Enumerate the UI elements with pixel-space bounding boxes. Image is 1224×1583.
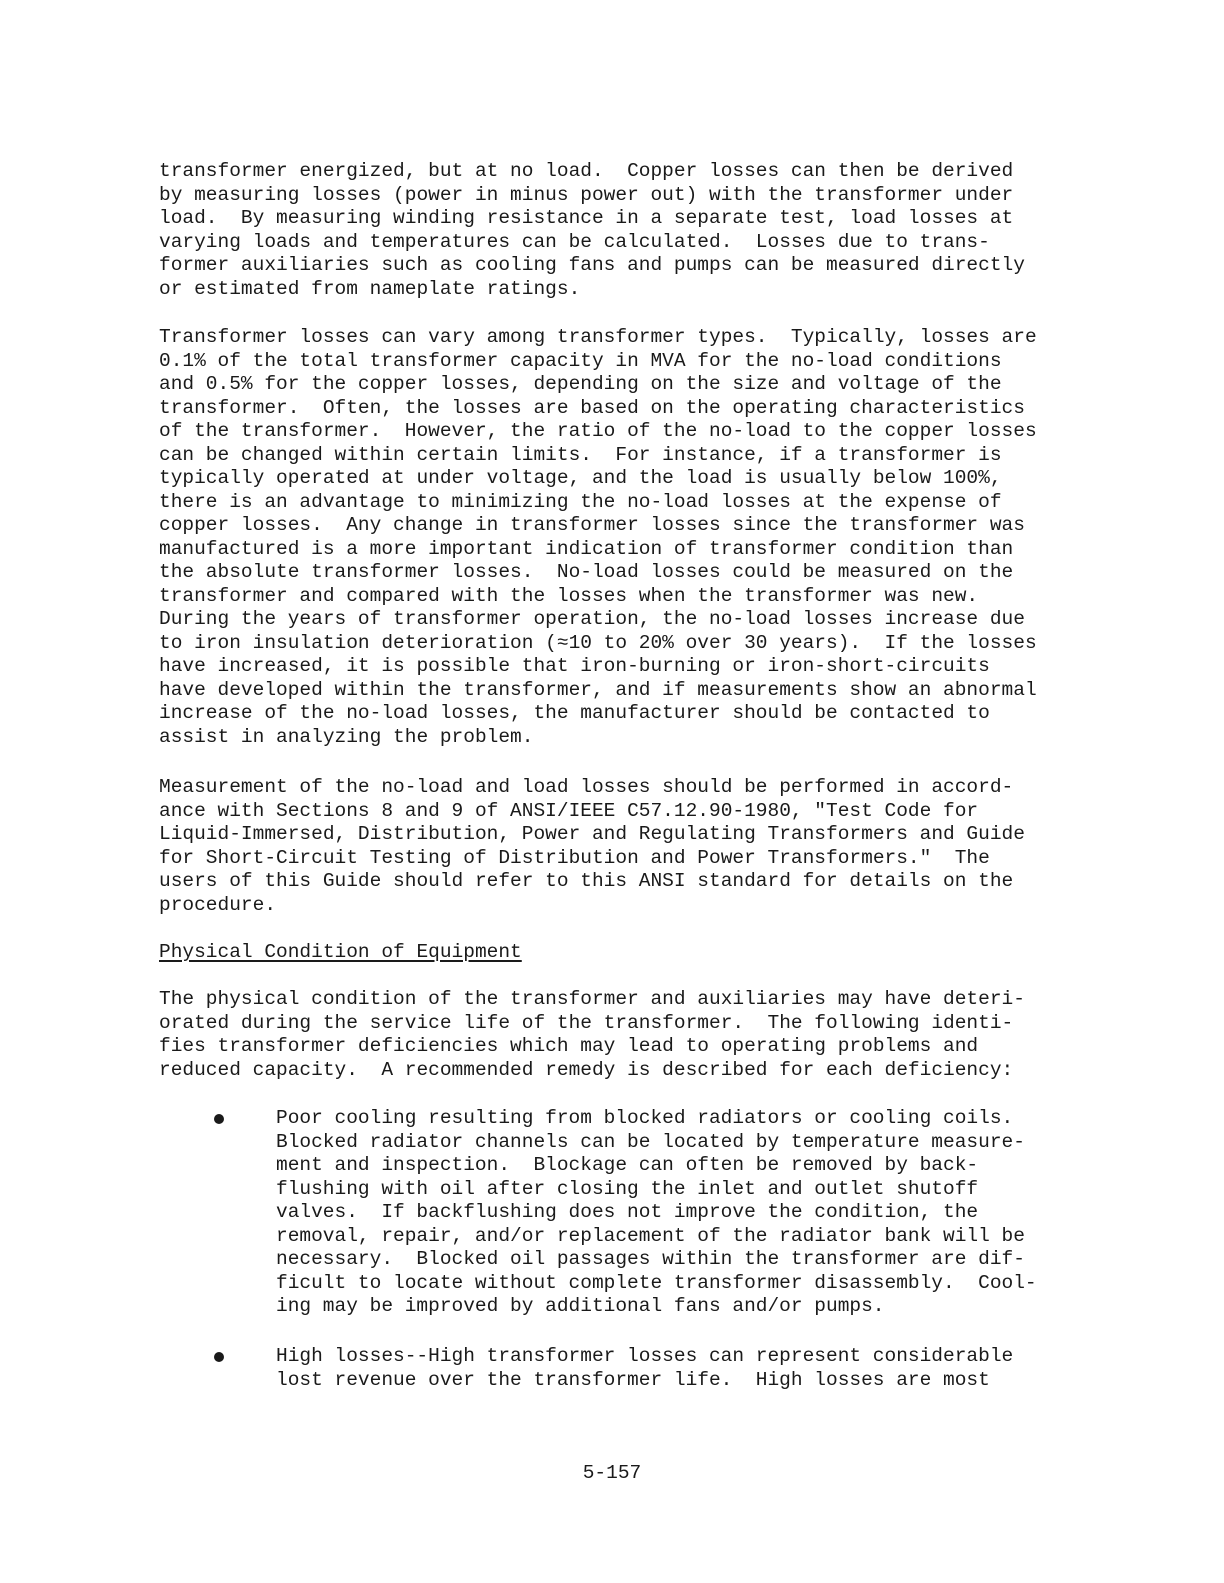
text-line: ment and inspection. Blockage can often be removed by back-: [276, 1154, 979, 1176]
text-line: users of this Guide should refer to this ANSI standard for details on the: [159, 870, 1014, 892]
text-line: valves. If backflushing does not improve the condition, the: [276, 1201, 979, 1223]
text-line: increase of the no-load losses, the manufacturer should be contacted to: [159, 702, 990, 724]
text-line: and 0.5% for the copper losses, depending on the size and voltage of the: [159, 373, 1002, 395]
text-line: can be changed within certain limits. For instance, if a transformer is: [159, 443, 1002, 466]
text-line: The physical condition of the transformer and auxiliaries may have deteri-: [159, 988, 1025, 1010]
bullet-item-high-losses: [276, 1345, 1013, 1392]
text-line: typically operated at under voltage, and the load is usually below 100%,: [159, 467, 1002, 489]
text-line: orated during the service life of the transformer. The following identi-: [159, 1011, 1014, 1034]
text-line: former auxiliaries such as cooling fans and pumps can be measured directly: [159, 254, 1025, 276]
text-line: removal, repair, and/or replacement of the radiator bank will be: [276, 1224, 1025, 1247]
text-line: there is an advantage to minimizing the no-load losses at the expense of: [159, 490, 1002, 513]
text-line: reduced capacity. A recommended remedy is described for each deficiency:: [159, 1058, 1014, 1081]
text-line: have increased, it is possible that iron-burning or iron-short-circuits: [159, 655, 990, 677]
text-line: 0.1% of the total transformer capacity in MVA for the no-load conditions: [159, 349, 1002, 372]
text-line: necessary. Blocked oil passages within the transformer are dif-: [276, 1248, 1025, 1270]
bullet-icon: [214, 1352, 224, 1362]
text-line: transformer energized, but at no load. Copper losses can then be derived: [159, 160, 1014, 182]
bullet-icon: [214, 1114, 224, 1124]
text-line: assist in analyzing the problem.: [159, 725, 534, 748]
paragraph-ansi-reference: [159, 776, 1025, 917]
text-line: lost revenue over the transformer life. High losses are most: [276, 1368, 990, 1391]
paragraph-loss-measurement: [159, 160, 1025, 301]
text-line: load. By measuring winding resistance in a separate test, load losses at: [159, 207, 1014, 229]
text-line: ficult to locate without complete transformer disassembly. Cool-: [276, 1271, 1037, 1294]
text-line: by measuring losses (power in minus power out) with the transformer under: [159, 183, 1014, 206]
text-line: High losses--High transformer losses can represent considerable: [276, 1345, 1014, 1367]
text-line: Measurement of the no-load and load losses should be performed in accord-: [159, 776, 1014, 798]
bullet-item-poor-cooling: [276, 1107, 1037, 1319]
page-number: 5-157: [582, 1462, 642, 1484]
text-line: have developed within the transformer, and if measurements show an abnormal: [159, 678, 1037, 701]
text-line: ance with Sections 8 and 9 of ANSI/IEEE C57.12.90-1980, "Test Code for: [159, 799, 979, 822]
text-line: varying loads and temperatures can be calculated. Losses due to trans-: [159, 230, 990, 253]
text-line: manufactured is a more important indication of transformer condition than: [159, 537, 1014, 560]
text-line: procedure.: [159, 893, 277, 916]
text-line: ing may be improved by additional fans and/or pumps.: [276, 1295, 885, 1317]
paragraph-loss-variation: [159, 326, 1037, 749]
text-line: transformer and compared with the losses when the transformer was new.: [159, 584, 979, 607]
text-line: transformer. Often, the losses are based on the operating characteristics: [159, 396, 1025, 419]
text-line: Poor cooling resulting from blocked radiators or cooling coils.: [276, 1107, 1014, 1129]
text-line: copper losses. Any change in transformer losses since the transformer was: [159, 514, 1025, 536]
text-line: to iron insulation deterioration (≈10 to 20% over 30 years). If the losses: [159, 631, 1037, 654]
text-line: for Short-Circuit Testing of Distribution and Power Transformers." The: [159, 846, 990, 869]
text-line: of the transformer. However, the ratio of the no-load to the copper losses: [159, 420, 1037, 442]
text-line: fies transformer deficiencies which may lead to operating problems and: [159, 1035, 979, 1057]
text-line: Liquid-Immersed, Distribution, Power and Regulating Transformers and Guide: [159, 823, 1025, 845]
text-line: flushing with oil after closing the inlet and outlet shutoff: [276, 1177, 979, 1200]
text-line: or estimated from nameplate ratings.: [159, 277, 581, 300]
section-heading: Physical Condition of Equipment: [159, 941, 522, 963]
text-line: During the years of transformer operation, the no-load losses increase due: [159, 608, 1025, 630]
text-line: the absolute transformer losses. No-load losses could be measured on the: [159, 561, 1014, 583]
text-line: Transformer losses can vary among transformer types. Typically, losses are: [159, 326, 1037, 348]
text-line: Blocked radiator channels can be located by temperature measure-: [276, 1130, 1025, 1153]
paragraph-physical-condition-intro: [159, 988, 1025, 1082]
